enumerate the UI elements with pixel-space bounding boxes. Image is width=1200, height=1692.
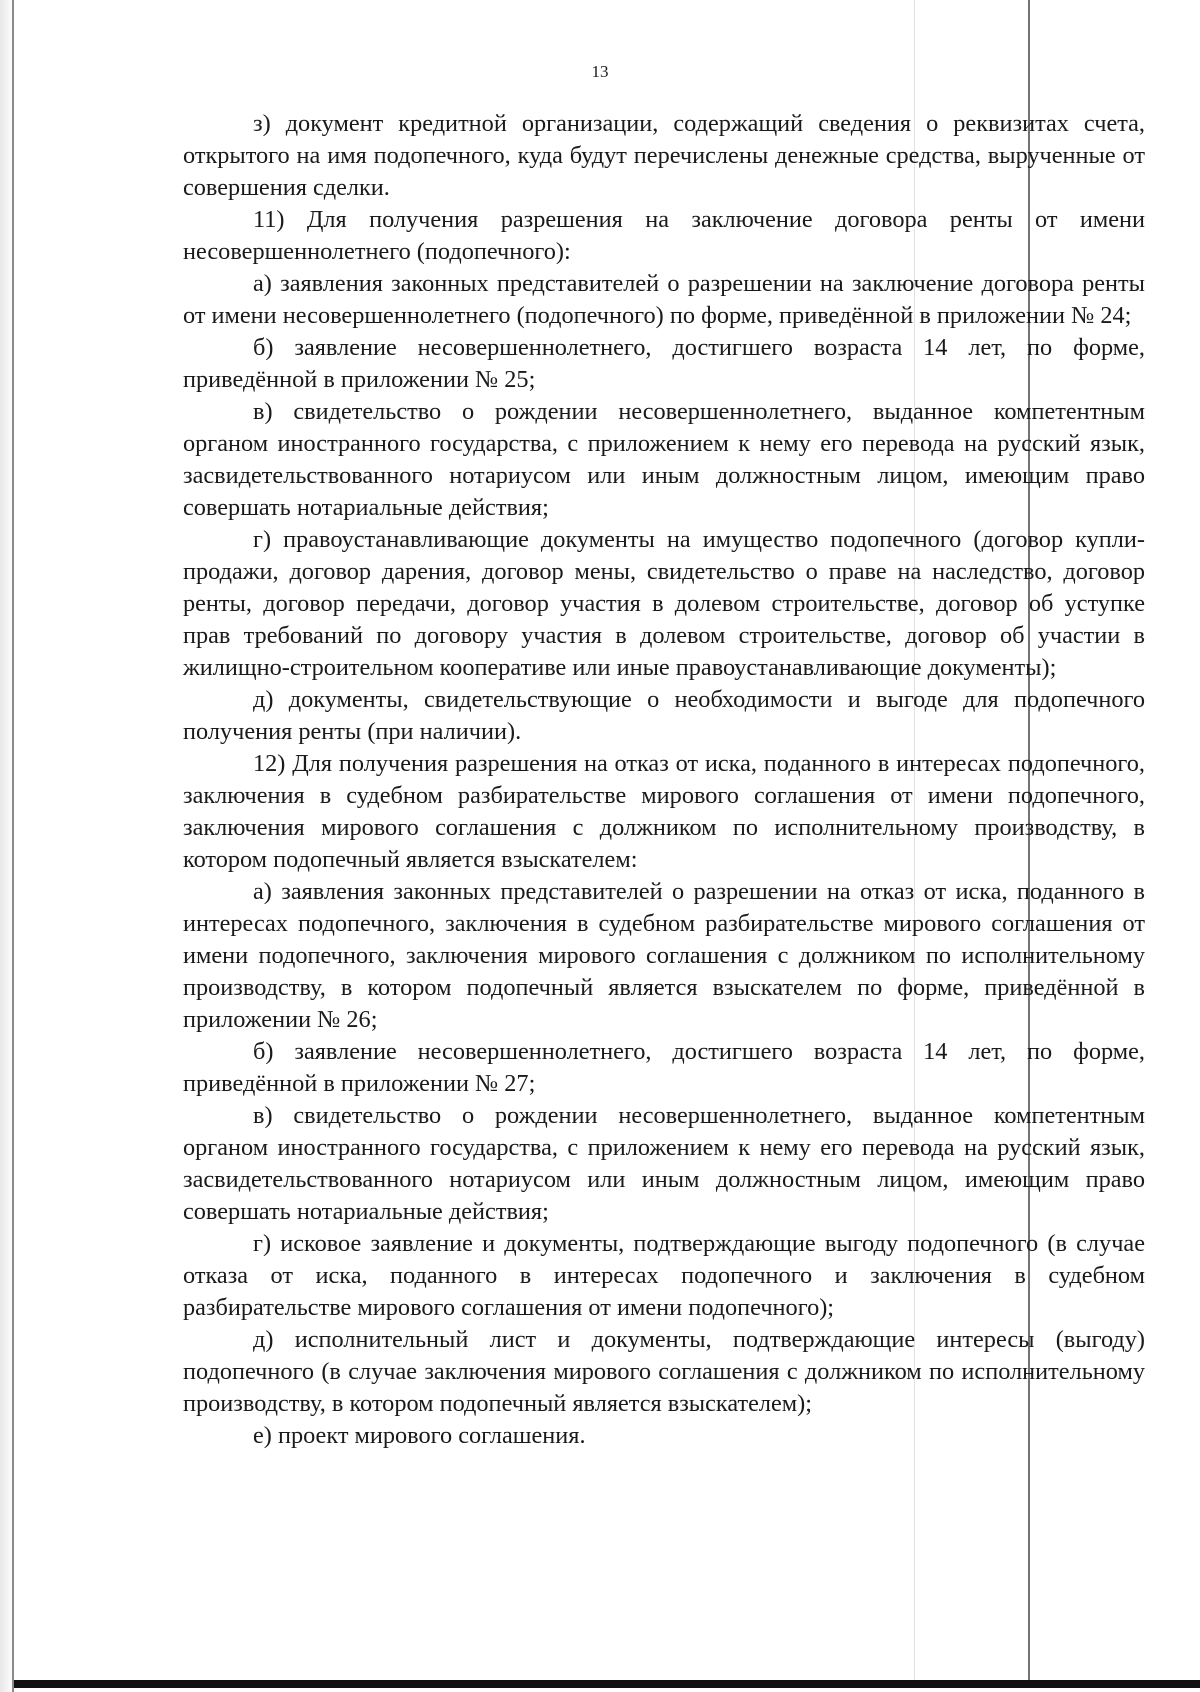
paragraph-12b: б) заявление несовершеннолетнего, достигшего возраста 14 лет, по форме, приведённой в приложении № 27; bbox=[183, 1038, 1145, 1097]
document-body bbox=[183, 108, 1145, 1452]
scan-left-edge bbox=[0, 0, 14, 1692]
paragraph-12g: г) исковое заявление и документы, подтверждающие выгоду подопечного (в случае отказа от иска, поданного в интересах подопечного и заключения в судебном разбирательстве мирового соглашения от имени подопечного); bbox=[183, 1230, 1145, 1321]
paragraph-11b: б) заявление несовершеннолетнего, достигшего возраста 14 лет, по форме, приведённой в приложении № 25; bbox=[183, 334, 1145, 393]
paragraph-z-credit-document: з) документ кредитной организации, содержащий сведения о реквизитах счета, открытого на имя подопечного, куда будут перечислены денежные средства, вырученные от совершения сделки. bbox=[183, 110, 1145, 201]
scan-bottom-bar bbox=[14, 1680, 1200, 1688]
paragraph-11-rent-contract: 11) Для получения разрешения на заключение договора ренты от имени несовершеннолетнего (подопечного): bbox=[183, 206, 1145, 265]
paragraph-12e: е) проект мирового соглашения. bbox=[253, 1422, 586, 1449]
paragraph-12a: а) заявления законных представителей о разрешении на отказ от иска, поданного в интересах подопечного, заключения в судебном разбирательстве мирового соглашения от имени подопечного, заключения мирового соглашения с должником по исполнительному производству, в котором подопечный является взыскателем по форме, приведённой в приложении № 26; bbox=[183, 878, 1145, 1033]
page-number: 13 bbox=[591, 62, 609, 81]
paragraph-12d: д) исполнительный лист и документы, подтверждающие интересы (выгоду) подопечного (в случае заключения мирового соглашения с должником по исполнительному производству, в котором подопечный является взыскателем); bbox=[183, 1326, 1145, 1417]
paragraph-11g: г) правоустанавливающие документы на имущество подопечного (договор купли-продажи, договор дарения, договор мены, свидетельство о праве на наследство, договор ренты, договор передачи, договор участия в долевом строительстве, договор об уступке прав требований по договору участия в долевом строительстве, договор об участии в жилищно-строительном кооперативе или иные правоустанавливающие документы); bbox=[183, 526, 1145, 681]
paragraph-12-claim-waiver: 12) Для получения разрешения на отказ от иска, поданного в интересах подопечного, заключения в судебном разбирательстве мирового соглашения от имени подопечного, заключения мирового соглашения с должником по исполнительному производству, в котором подопечный является взыскателем: bbox=[183, 750, 1145, 873]
paragraph-11v: в) свидетельство о рождении несовершеннолетнего, выданное компетентным органом иностранного государства, с приложением к нему его перевода на русский язык, засвидетельствованного нотариусом или иным должностным лицом, имеющим право совершать нотариальные действия; bbox=[183, 398, 1145, 521]
paragraph-11a: а) заявления законных представителей о разрешении на заключение договора ренты от имени несовершеннолетнего (подопечного) по форме, приведённой в приложении № 24; bbox=[183, 270, 1145, 329]
paragraph-11d: д) документы, свидетельствующие о необходимости и выгоде для подопечного получения ренты (при наличии). bbox=[183, 686, 1145, 745]
paragraph-12v: в) свидетельство о рождении несовершеннолетнего, выданное компетентным органом иностранного государства, с приложением к нему его перевода на русский язык, засвидетельствованного нотариусом или иным должностным лицом, имеющим право совершать нотариальные действия; bbox=[183, 1102, 1145, 1225]
